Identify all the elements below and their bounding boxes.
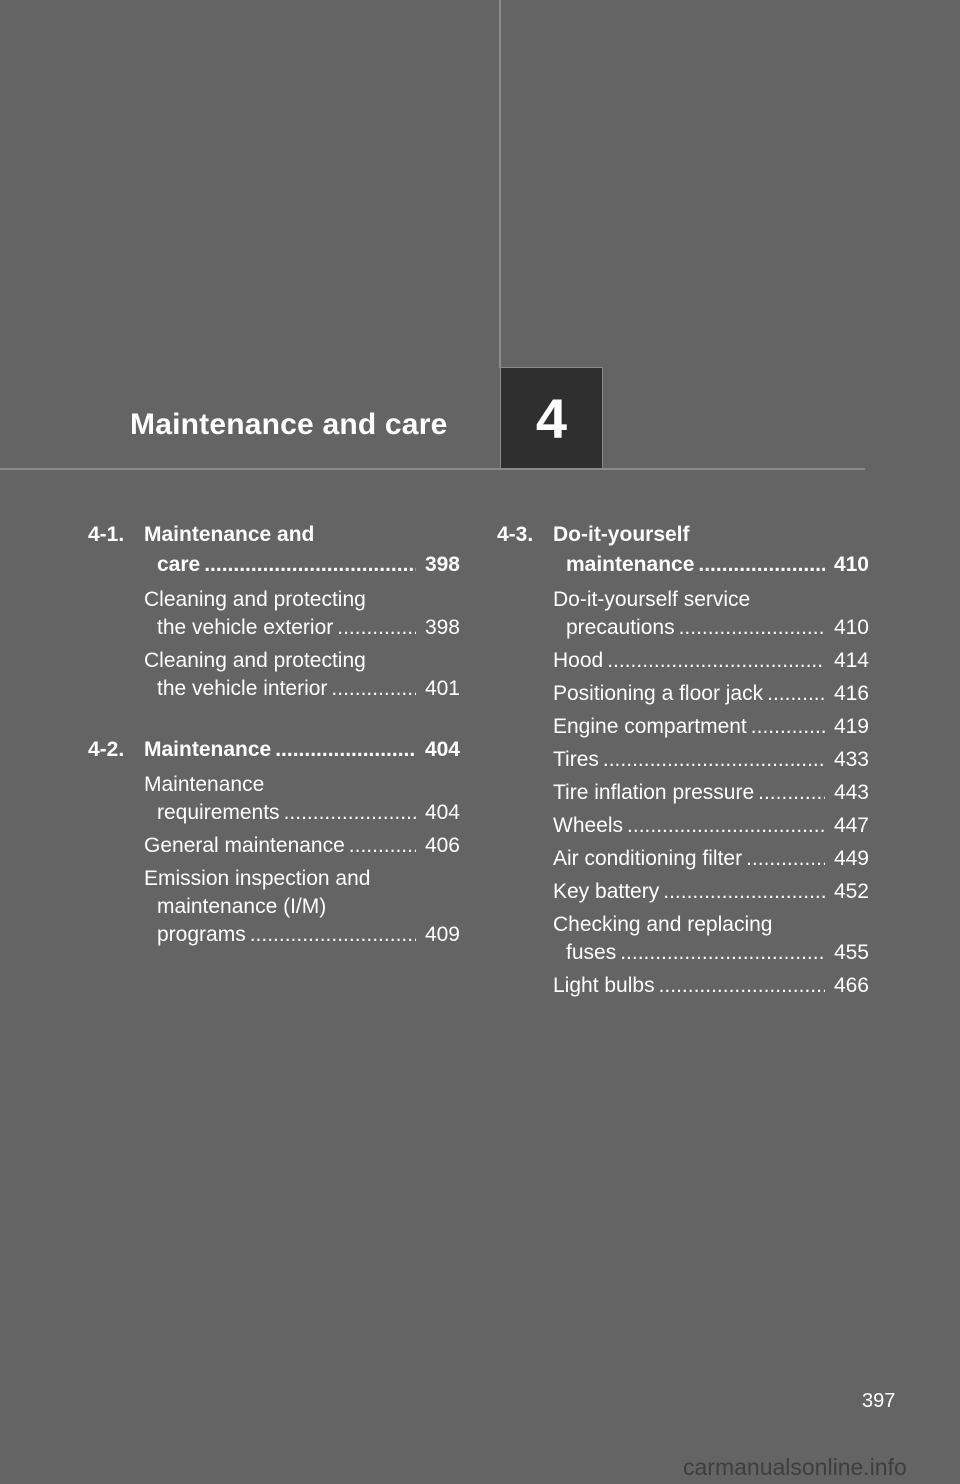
item-title-cont: precautions xyxy=(566,616,675,639)
leader-dots xyxy=(204,550,416,580)
item-title: Checking and replacing xyxy=(553,913,773,936)
item-title: Light bulbs xyxy=(553,974,655,997)
leader-dots xyxy=(758,779,825,807)
toc-left-column xyxy=(88,520,460,949)
page-ref: 404 xyxy=(424,738,460,761)
item-title: Tire inflation pressure xyxy=(553,781,755,804)
toc-item[interactable] xyxy=(553,972,869,1000)
leader-dots xyxy=(331,675,416,703)
item-title: Key battery xyxy=(553,880,660,903)
page-ref: 419 xyxy=(833,715,869,738)
item-title: Air conditioning filter xyxy=(553,847,743,870)
page-ref: 398 xyxy=(424,553,460,576)
toc-item[interactable] xyxy=(553,680,869,708)
toc-item[interactable] xyxy=(144,771,460,827)
toc-right-column xyxy=(497,520,869,1000)
page-ref: 433 xyxy=(833,748,869,771)
leader-dots xyxy=(284,799,416,827)
page-ref: 414 xyxy=(833,649,869,672)
page-ref: 443 xyxy=(833,781,869,804)
leader-dots xyxy=(349,832,416,860)
toc-item[interactable] xyxy=(553,911,869,967)
page-ref: 447 xyxy=(833,814,869,837)
leader-dots xyxy=(337,614,416,642)
page-ref: 401 xyxy=(424,677,460,700)
leader-dots xyxy=(751,713,825,741)
leader-dots xyxy=(603,746,825,774)
leader-dots xyxy=(659,972,825,1000)
page-ref: 416 xyxy=(833,682,869,705)
leader-dots xyxy=(250,921,416,949)
item-title: Tires xyxy=(553,748,599,771)
section-title-cont: maintenance xyxy=(566,553,695,576)
item-title-cont: maintenance (I/M) xyxy=(157,895,327,918)
toc-item[interactable] xyxy=(553,746,869,774)
page-number: 397 xyxy=(862,1390,896,1412)
item-title-cont: the vehicle interior xyxy=(157,677,328,700)
leader-dots xyxy=(767,680,825,708)
item-title: Engine compartment xyxy=(553,715,747,738)
toc-section-4-3[interactable] xyxy=(497,520,869,580)
toc-item[interactable] xyxy=(144,647,460,703)
leader-dots xyxy=(679,614,825,642)
toc-item[interactable] xyxy=(144,586,460,642)
section-number: 4-2. xyxy=(88,738,125,761)
toc-item[interactable] xyxy=(144,865,460,949)
leader-dots xyxy=(607,647,825,675)
item-title-cont: requirements xyxy=(157,801,280,824)
item-title: Maintenance xyxy=(144,773,265,796)
item-title: Emission inspection and xyxy=(144,867,371,890)
page-ref: 410 xyxy=(833,616,869,639)
item-title: General maintenance xyxy=(144,834,345,857)
item-title: Wheels xyxy=(553,814,624,837)
page-ref: 398 xyxy=(424,616,460,639)
watermark: carmanualsonline.info xyxy=(683,1454,907,1480)
item-title: Do-it-yourself service xyxy=(553,588,751,611)
toc-section-4-2[interactable] xyxy=(88,735,460,765)
leader-dots xyxy=(627,812,825,840)
leader-dots xyxy=(620,939,825,967)
section-title: Maintenance and xyxy=(144,523,315,546)
toc-item[interactable] xyxy=(553,713,869,741)
section-number: 4-1. xyxy=(88,523,125,546)
section-title-cont: care xyxy=(157,553,201,576)
leader-dots xyxy=(663,878,825,906)
page-ref: 455 xyxy=(833,941,869,964)
section-number: 4-3. xyxy=(497,523,534,546)
page-ref: 466 xyxy=(833,974,869,997)
toc-item[interactable] xyxy=(553,586,869,642)
page-ref: 449 xyxy=(833,847,869,870)
page-ref: 409 xyxy=(424,923,460,946)
item-title-cont: programs xyxy=(157,923,246,946)
page-ref: 406 xyxy=(424,834,460,857)
item-title: Positioning a floor jack xyxy=(553,682,764,705)
page-ref: 452 xyxy=(833,880,869,903)
chapter-number-tab: 4 xyxy=(500,367,603,469)
chapter-title: Maintenance and care xyxy=(130,408,448,441)
toc-item[interactable] xyxy=(553,845,869,873)
page-ref: 410 xyxy=(833,553,869,576)
section-title: Maintenance xyxy=(144,738,272,761)
leader-dots xyxy=(275,735,416,765)
page-ref: 404 xyxy=(424,801,460,824)
vertical-rule xyxy=(499,0,501,368)
section-title: Do-it-yourself xyxy=(553,523,690,546)
leader-dots xyxy=(698,550,825,580)
item-title-cont: fuses xyxy=(566,941,617,964)
toc-item[interactable] xyxy=(553,647,869,675)
item-title: Hood xyxy=(553,649,604,672)
item-title-cont: the vehicle exterior xyxy=(157,616,334,639)
toc-item[interactable] xyxy=(553,878,869,906)
item-title: Cleaning and protecting xyxy=(144,588,366,611)
toc-item[interactable] xyxy=(553,779,869,807)
horizontal-rule xyxy=(0,468,865,470)
toc-item[interactable] xyxy=(144,832,460,860)
leader-dots xyxy=(746,845,825,873)
toc-section-4-1[interactable] xyxy=(88,520,460,580)
toc-item[interactable] xyxy=(553,812,869,840)
item-title: Cleaning and protecting xyxy=(144,649,366,672)
